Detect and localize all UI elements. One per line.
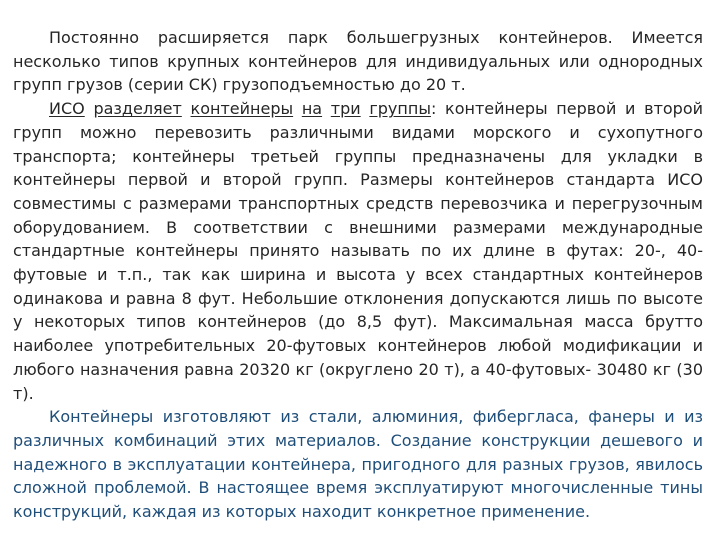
underlined-word: разделяет bbox=[93, 99, 182, 119]
paragraph-materials: Контейнеры изготовляют из стали, алюминия, фиберглаca, фанеры и из различных комбинаций этих материалов. Создание конструкции дешевого и надежного в эксплуатации контейнера, пригодного для разных грузов, явилось сложной проблемой. В настоящее время эксплуатируют многочисленные тины конструкций, каждая из которых находит конкретное применение. bbox=[13, 407, 703, 522]
underlined-word: контейнеры bbox=[190, 99, 294, 119]
paragraph-container-fleet: Постоянно расширяется парк большегрузных контейнеров. Имеется несколько типов крупных контейнеров для индивидуальных или однородных групп грузов (серии СК) грузоподъемностью до 20 т. bbox=[13, 28, 703, 95]
underlined-word: на bbox=[301, 99, 323, 119]
underlined-word: группы bbox=[369, 99, 431, 119]
paragraph-text: : контейнеры первой и второй групп можно перевозить различными видами морского и сухопутного транспорта; контейнеры третьей группы предназначены для укладки в контейнеры первой и второй групп. Размеры контейнеров стандарта ИСО совместимы с размерами транспортных средств перевозчика и перегрузочным оборудованием. В соответствии с внешними размерами международные стандартные контейнеры принято называть по их длине в футах: 20-, 40-футовые и т.п., так как ширина и высота у всех стандартных контейнеров одинакова и равна 8 фут. Небольшие отклонения допускаются лишь по высоте у некоторых типов контейнеров (до 8,5 фут). Максимальная масса брутто наиболее употребительных 20-футовых контейнеров любой модификации и любого назначения равна 20320 кг (округлено 20 т), а 40-футовых- 30480 кг (30 т). bbox=[13, 99, 704, 403]
space bbox=[293, 99, 302, 118]
paragraph-iso-groups bbox=[13, 97, 703, 405]
underlined-word: ИСО bbox=[49, 99, 85, 119]
document-body bbox=[13, 26, 703, 524]
underlined-word: три bbox=[330, 99, 361, 119]
space bbox=[322, 99, 331, 118]
space bbox=[182, 99, 191, 118]
